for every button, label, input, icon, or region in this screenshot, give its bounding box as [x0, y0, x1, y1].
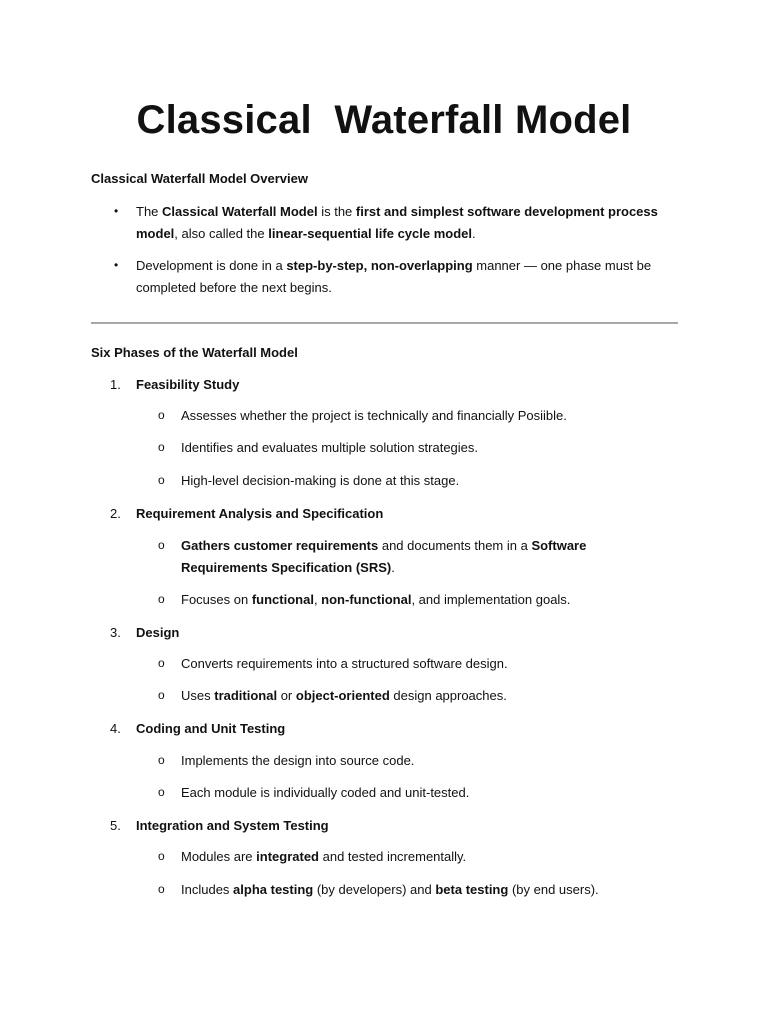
text-run: Assesses whether the project is technically and financially Posiible. [181, 408, 567, 423]
text-run: . [391, 559, 395, 575]
overview-heading: Classical Waterfall Model Overview [91, 171, 308, 186]
bullet-marker: • [114, 204, 119, 218]
phase-title-text: Requirement Analysis and Specification [136, 506, 384, 521]
text-run: Implements the design into source code. [181, 753, 415, 768]
sub-bullet-marker: o [158, 592, 165, 606]
text-run: Identifies and evaluates multiple solution strategies. [181, 440, 479, 455]
phase-number: 1. [110, 377, 121, 392]
bullet-marker: • [114, 258, 119, 272]
bold-text-run: step-by-step, non-overlapping [286, 258, 473, 273]
bold-text-run: Classical Waterfall Model [162, 204, 318, 219]
text-run: is the [317, 204, 356, 219]
phase-sub-item [158, 589, 638, 611]
phase-sub-item [158, 879, 638, 901]
bold-text-run: Gathers customer requirements [181, 538, 379, 553]
phase-sub-item [158, 782, 638, 804]
phase-sub-item [158, 405, 638, 427]
text-run: and documents them in a [378, 538, 532, 553]
phase-title [110, 818, 329, 833]
text-run: , also called the [174, 225, 269, 241]
text-run: The [136, 204, 163, 219]
sub-bullet-marker: o [158, 408, 165, 422]
bold-text-run: Software Requirements Specification (SRS) [181, 538, 587, 575]
phase-number: 4. [110, 721, 121, 736]
bold-text-run: functional [251, 592, 314, 607]
text-run: . [472, 225, 476, 241]
sub-bullet-marker: o [158, 753, 165, 767]
phase-sub-item [158, 685, 638, 707]
text-run: or [277, 688, 296, 703]
text-run: Converts requirements into a structured software design. [181, 656, 508, 671]
bold-text-run: first and simplest software development process model [136, 204, 658, 241]
phase-title-text: Integration and System Testing [136, 818, 329, 833]
phases-heading: Six Phases of the Waterfall Model [91, 345, 298, 360]
sub-bullet-marker: o [158, 849, 165, 863]
phase-number: 3. [110, 625, 121, 640]
phase-sub-item [158, 470, 638, 492]
text-run: (by developers) and [313, 882, 436, 897]
bold-text-run: beta testing [435, 882, 509, 897]
bold-text-run: non-functional [321, 592, 412, 607]
phase-title-text: Feasibility Study [136, 377, 240, 392]
sub-bullet-marker: o [158, 538, 165, 552]
page-title: Classical Waterfall Model [136, 98, 632, 142]
text-run: (by end users). [508, 882, 599, 897]
text-run: Uses [181, 688, 215, 703]
phase-title [110, 721, 285, 736]
phase-sub-item [158, 653, 638, 675]
phase-title [110, 506, 383, 521]
text-run: Includes [181, 882, 234, 897]
text-run: High-level decision-making is done at this stage. [181, 473, 460, 488]
bold-text-run: integrated [256, 849, 319, 864]
phase-title [110, 625, 179, 640]
sub-bullet-marker: o [158, 473, 165, 487]
text-run: Development is done in a [136, 258, 287, 273]
bold-text-run: linear-sequential life cycle model [268, 225, 472, 241]
phase-title-text: Design [136, 625, 180, 640]
text-run: and tested incrementally. [319, 849, 467, 864]
sub-bullet-marker: o [158, 688, 165, 702]
text-run: , [313, 592, 322, 607]
sub-bullet-marker: o [158, 656, 165, 670]
phase-sub-item [158, 535, 628, 578]
horizontal-divider [91, 322, 678, 324]
phase-title [110, 377, 239, 392]
overview-bullet [112, 255, 696, 298]
text-run: Each module is individually coded and unit-tested. [181, 785, 470, 800]
bold-text-run: traditional [214, 688, 278, 703]
text-run: Modules are [181, 849, 257, 864]
phase-title-text: Coding and Unit Testing [136, 721, 286, 736]
sub-bullet-marker: o [158, 785, 165, 799]
phase-sub-item [158, 437, 638, 459]
sub-bullet-marker: o [158, 440, 165, 454]
phase-number: 2. [110, 506, 121, 521]
text-run: manner — one phase must be completed before the next begins. [136, 258, 652, 295]
text-run: Focuses on [181, 592, 252, 607]
text-run: , and implementation goals. [411, 592, 571, 607]
bold-text-run: object-oriented [295, 688, 390, 703]
phase-sub-item [158, 750, 638, 772]
phase-number: 5. [110, 818, 121, 833]
sub-bullet-marker: o [158, 882, 165, 896]
text-run: design approaches. [389, 688, 507, 703]
bold-text-run: alpha testing [233, 882, 314, 897]
phase-sub-item [158, 846, 638, 868]
overview-bullet [112, 201, 676, 244]
